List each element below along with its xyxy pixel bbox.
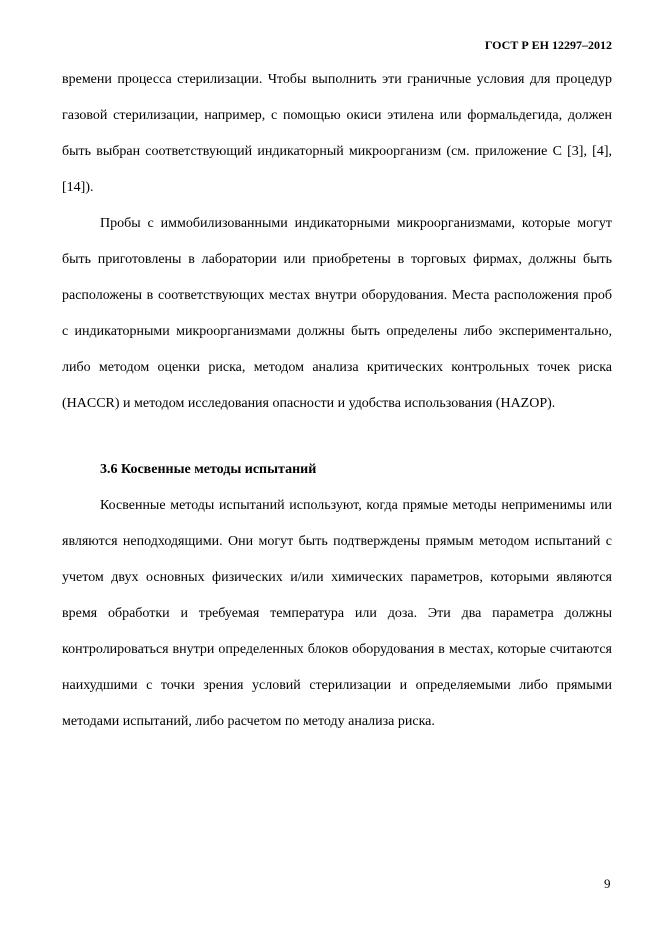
paragraph-indicator-samples: Пробы с иммобилизованными индикаторными микроорганизмами, которые могут быть приготовлены в лаборатории или приобретены в торговых фирмах, должны быть расположены в соответствующих местах внутри оборудования. Места расположения проб с индикаторными микроорганизмами должны быть определены либо экспериментально, либо методом оценки риска, методом анализа критических контрольных точек риска (HACCR) и методом исследования опасности и удобства использования (HAZOP). [62, 216, 612, 411]
document-header: ГОСТ Р ЕН 12297–2012 [484, 38, 612, 52]
page-number: 9 [604, 876, 611, 891]
page-content [62, 62, 612, 740]
paragraph-continuation: времени процесса стерилизации. Чтобы выполнить эти граничные условия для процедур газовой стерилизации, например, с помощью окиси этилена или формальдегида, должен быть выбран соответствующий индикаторный микроорганизм (см. приложение С [3], [4], [14]). [62, 72, 612, 195]
paragraph-indirect-methods: Косвенные методы испытаний используют, когда прямые методы неприменимы или являются неподходящими. Они могут быть подтверждены прямым методом испытаний с учетом двух основных физических и/или химических параметров, которыми являются время обработки и требуемая температура или доза. Эти два параметра должны контролироваться внутри определенных блоков оборудования в местах, которые считаются наихудшими с точки зрения условий стерилизации и определяемыми либо прямыми методами испытаний, либо расчетом по методу анализа риска. [62, 498, 612, 729]
section-heading: 3.6 Косвенные методы испытаний [100, 462, 317, 477]
